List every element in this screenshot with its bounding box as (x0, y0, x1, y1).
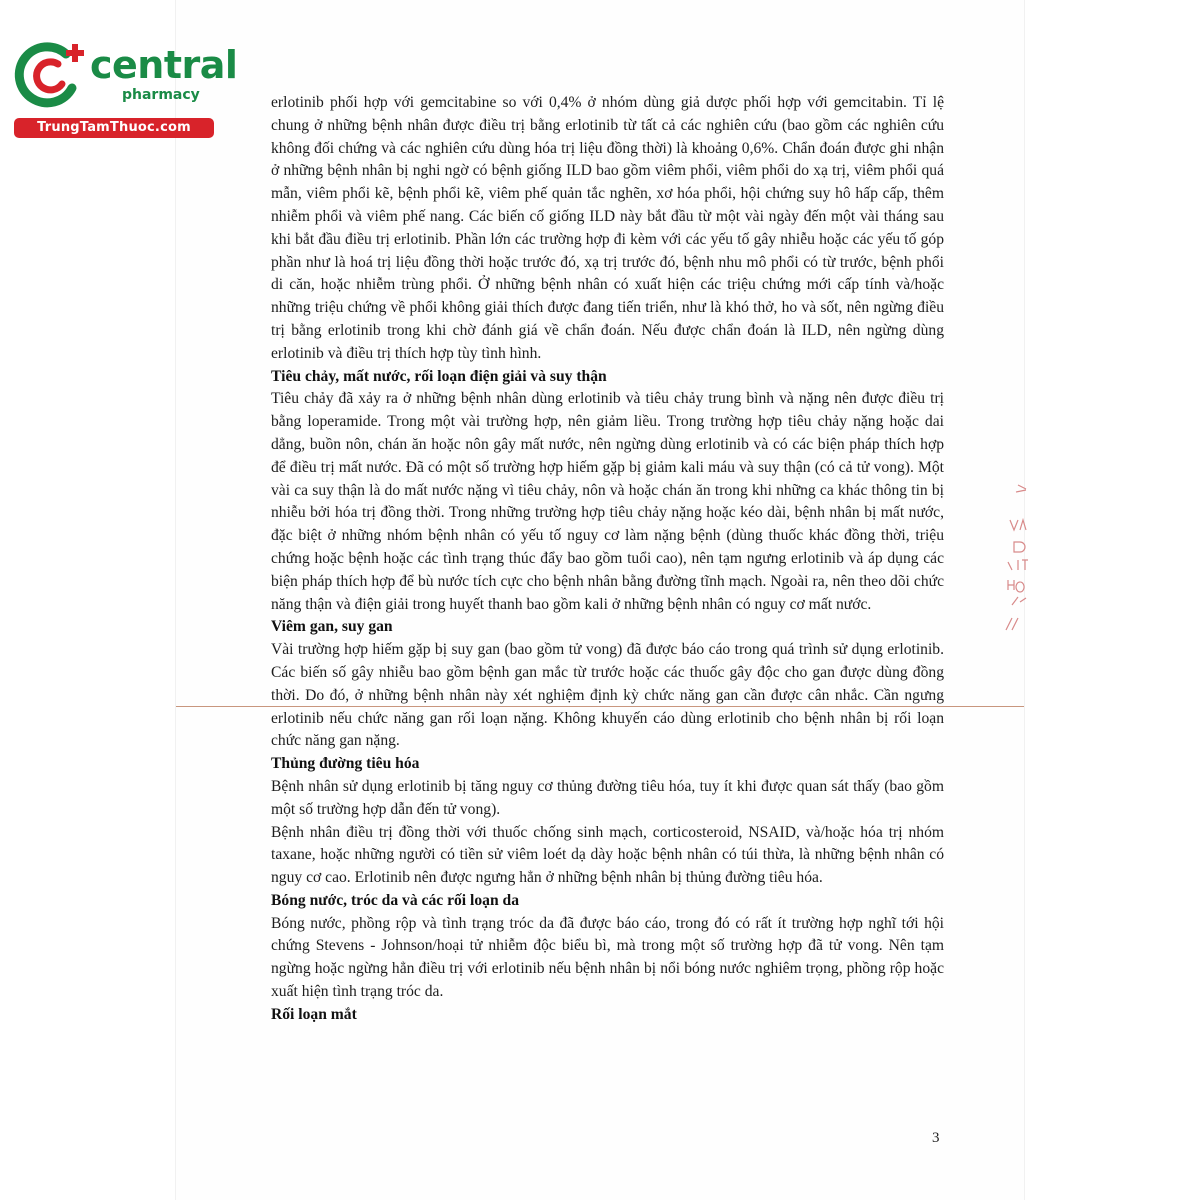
section-heading: Rối loạn mắt (271, 1005, 357, 1023)
logo-site-link[interactable]: TrungTamThuoc.com (14, 118, 214, 138)
paragraph: Bệnh nhân điều trị đồng thời với thuốc chống sinh mạch, corticosteroid, NSAID, và/hoặc hóa trị nhóm taxane, hoặc những người có tiền sử viêm loét dạ dày hoặc bệnh nhân có túi thừa, là những bệnh nhân có nguy cơ cao. Erlotinib nên được ngưng hẳn ở những bệnh nhân bị thủng đường tiêu hóa. (271, 823, 944, 887)
logo-brand-sub: pharmacy (122, 87, 200, 103)
section-heading: Thủng đường tiêu hóa (271, 755, 420, 773)
section-heading: Viêm gan, suy gan (271, 618, 393, 636)
paragraph: Bóng nước, phồng rộp và tình trạng tróc da đã được báo cáo, trong đó có rất ít trường hợp nghĩ tới hội chứng Stevens - Johnson/hoại tử nhiễm độc biểu bì, mà trong một số trường hợp đã tử vong. Nên tạm ngừng hoặc ngừng hẳn điều trị với erlotinib nếu bệnh nhân bị nổi bóng nước nghiêm trọng, phồng rộp hoặc xuất hiện tình trạng tróc da. (271, 914, 944, 1001)
section-heading: Bóng nước, tróc da và các rối loạn da (271, 891, 519, 909)
central-pharmacy-logo[interactable] (10, 38, 238, 138)
section-heading: Tiêu chảy, mất nước, rối loạn điện giải và suy thận (271, 367, 607, 385)
paragraph: Vài trường hợp hiếm gặp bị suy gan (bao gồm tử vong) đã được báo cáo trong quá trình sử dụng erlotinib. Các biến số gây nhiễu bao gồm bệnh gan mắc từ trước hoặc các thuốc gây độc cho gan được dùng đồng thời. Do đó, ở những bệnh nhân này xét nghiệm định kỳ chức năng gan cần được cân nhắc. Cần ngưng erlotinib nếu chức năng gan rối loạn nặng. Không khuyến cáo dùng erlotinib cho bệnh nhân bị rối loạn chức năng gan nặng. (271, 641, 944, 750)
paragraph: Bệnh nhân sử dụng erlotinib bị tăng nguy cơ thủng đường tiêu hóa, tuy ít khi được quan sát thấy (bao gồm một số trường hợp dẫn đến tử vong). (271, 777, 944, 818)
pharmacy-cross-icon (14, 40, 92, 110)
red-stamp-mark (1000, 480, 1030, 640)
scan-divider-line (176, 706, 1024, 707)
logo-brand-name: central (90, 43, 238, 87)
paragraph: Tiêu chảy đã xảy ra ở những bệnh nhân dùng erlotinib và tiêu chảy trung bình và nặng nên được điều trị bằng loperamide. Trong một vài trường hợp, nên giảm liều. Trong trường hợp tiêu chảy nặng hoặc dai dẳng, buồn nôn, chán ăn hoặc nôn gây mất nước, nên ngừng dùng erlotinib và có các biện pháp thích hợp để điều trị mất nước. Đã có một số trường hợp hiếm gặp bị giảm kali máu và suy thận (có cả tử vong). Một vài ca suy thận là do mất nước nặng vì tiêu chảy, nôn và hoặc chán ăn trong khi những ca khác thông tin bị nhiễu bởi hóa trị đồng thời. Trong những trường hợp tiêu chảy nặng hoặc kéo dài, bệnh nhân bị mất nước, đặc biệt ở những nhóm bệnh nhân có yếu tố nguy cơ làm nặng bệnh (dùng thuốc khác đồng thời, triệu chứng hoặc bệnh hoặc các tình trạng thúc đẩy bao gồm tuổi cao), nên tạm ngưng erlotinib và áp dụng các biện pháp thích hợp để bù nước tích cực cho bệnh nhân bằng đường tĩnh mạch. Ngoài ra, nên theo dõi chức năng thận và điện giải trong huyết thanh bao gồm kali ở những bệnh nhân có nguy cơ mất nước. (271, 390, 944, 613)
page-number: 3 (932, 1130, 940, 1146)
document-body (271, 92, 944, 1027)
paragraph: erlotinib phối hợp với gemcitabine so với 0,4% ở nhóm dùng giả dược phối hợp với gemcitabin. Tỉ lệ chung ở những bệnh nhân được điều trị bằng erlotinib từ tất cả các nghiên cứu (bao gồm các nghiên cứu không đối chứng và các nghiên cứu dùng hóa trị liệu đồng thời) là khoảng 0,6%. Chẩn đoán được ghi nhận ở những bệnh nhân bị nghi ngờ có bệnh giống ILD bao gồm viêm phổi, viêm phổi do xạ trị, viêm phổi quá mẫn, viêm phổi kẽ, bệnh phổi kẽ, viêm phế quản tắc nghẽn, xơ hóa phổi, hội chứng suy hô hấp cấp, thêm nhiễm phổi và viêm phế nang. Các biến cố giống ILD này bắt đầu từ một vài ngày đến một vài tháng sau khi bắt đầu điều trị erlotinib. Phần lớn các trường hợp đi kèm với các yếu tố gây nhiễu hoặc các yếu tố góp phần như là hoá trị liệu đồng thời hoặc trước đó, xạ trị trước đó, bệnh nhu mô phổi có từ trước, bệnh phổi di căn, hoặc nhiễm trùng phổi. Ở những bệnh nhân có xuất hiện các triệu chứng mới cấp tính và/hoặc những triệu chứng về phổi không giải thích được đang tiến triển, như là khó thở, ho và sốt, nên ngừng điều trị bằng erlotinib trong khi chờ đánh giá về chẩn đoán. Nếu được chẩn đoán là ILD, nên ngừng dùng erlotinib và điều trị thích hợp tùy tình hình. (271, 94, 944, 362)
